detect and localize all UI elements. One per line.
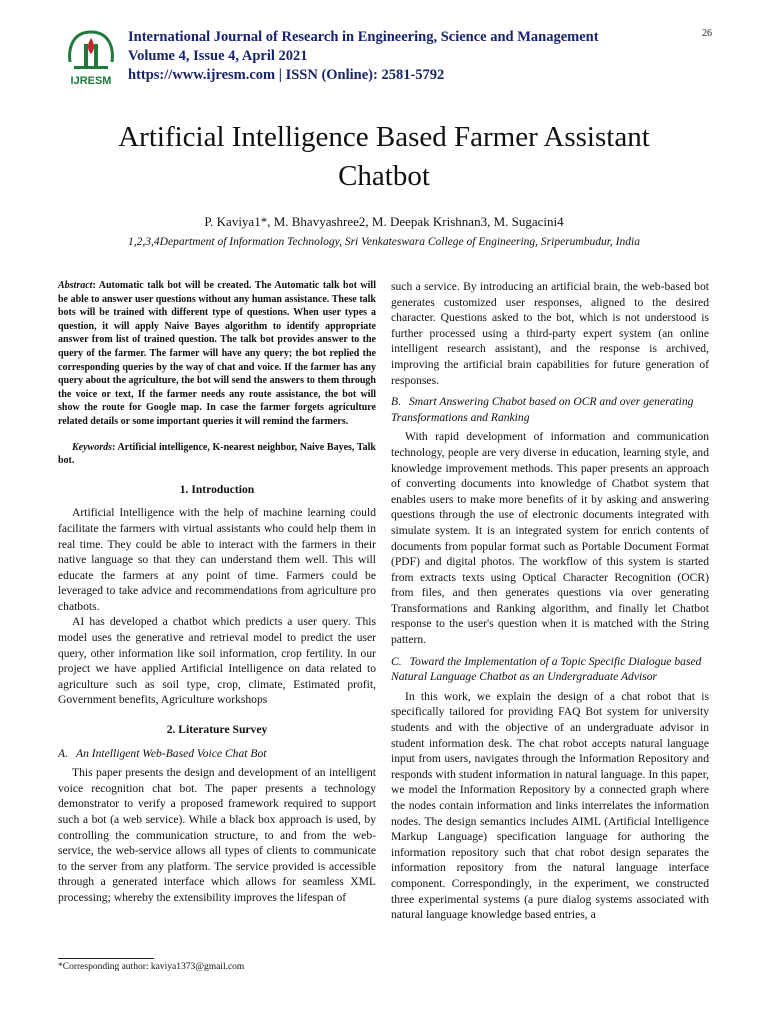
introduction-paragraph-2: AI has developed a chatbot which predicts a user query. This model uses the generative and retrieval model to predict the user query, other information like soil information, crop fertility. In our project we have applied Artificial Intelligence on data related to agriculture such as soil type, crop, climate, Estimated profit, Government benefits, Agriculture workshops — [58, 615, 376, 707]
literature-survey-heading: 2. Literature Survey — [166, 723, 268, 737]
paper-authors: P. Kaviya1*, M. Bhavyashree2, M. Deepak Krishnan3, M. Sugacini4 — [204, 214, 564, 229]
journal-volume: Volume 4, Issue 4, April 2021 — [128, 48, 308, 64]
journal-header — [60, 22, 720, 92]
right-column — [391, 279, 709, 923]
keywords-label: Keywords — [72, 441, 112, 453]
footnote-divider — [58, 958, 154, 959]
subsection-b-paragraph: With rapid development of information and communication technology, people are very diverse in education, learning style, and knowledge improvement methods. This paper presents an approach of converting documents into knowledge of Chatbot system that enables users to make more benefits of it by asking and answering questions through the use of electronic documents integrated with simulate system. It is an integrated system for enrich contents of documents from popular format such as Portable Document Format (PDF) and digital photos. The workflow of this system is started from extracts texts using Optical Character Recognition (OCR) from files, and then generates questions via over generating Transformations and Ranking algorithm, and finally let Chatbot response to the user's question when it is matched with the String pattern. — [391, 430, 709, 647]
abstract-text: : Automatic talk bot will be created. The Automatic talk bot will be able to answer user questions without any human assistance. These talk bots will be trained with different type of questions. When user types a question, it will apply Naive Bayes algorithm to identify appropriate answer from list of trained question. The talk bot provides answer to the query of the farmer. The farmer will have any query; the bot replied the corresponding queries by the way of chat and voice. If the farmer has any query about the agriculture, the bot will send the answers to them through the voice or text, If the farmer needs any route assistance, the bot will show the route for Google map. In case the farmer forgets agriculture related details or some important queries it will remind the farmers. — [58, 280, 376, 427]
subsection-a-heading: A. An Intelligent Web-Based Voice Chat Bot — [58, 746, 267, 760]
subsection-c-paragraph: In this work, we explain the design of a chat robot that is specifically tailored for providing FAQ Bot system for university students and with the objective of an undergraduate advisor in student information desk. The chat robot accepts natural language input from users, navigates through the Information Repository and responds with student information in natural language. In this paper, we model the Information Repository by a connected graph where the nodes contain information and links interrelates the information nodes. The design semantics includes AIML (Artificial Intelligence Markup Language) specification language for authoring the information repository such that chat robot design separates the information repository from the natural language interface component. Correspondingly, in the experiment, we constructed three experimental systems (a pure dialog systems associated with natural language knowledge based entries, a — [391, 689, 709, 922]
introduction-heading: 1. Introduction — [179, 482, 255, 496]
subsection-b-heading: B. Smart Answering Chabot based on OCR and over generating Transformations and Ranking — [391, 395, 694, 424]
abstract-label: Abstract — [58, 280, 93, 291]
subsection-a-continuation: such a service. By introducing an artificial brain, the web-based bot generates customized user responses, aligned to the desired character. Questions asked to the bot, which is not understood is further processed using a third-party expert system (an online intelligent research assistant), and the response is archived, improving the artificial brain capabilities for future generation of responses. — [391, 280, 709, 387]
introduction-paragraph-1: Artificial Intelligence with the help of machine learning could facilitate the farmers with virtual assistants who could help them in real time. They could be able to interact with the farmers in their native language so that they can understand them well. This will educate the farmers at any point of time. Farmers could be leveraged to take advice and recommendations from agriculture pro chatbots. — [58, 506, 376, 613]
journal-name: International Journal of Research in Engineering, Science and Management — [128, 29, 599, 45]
keywords-text: : Artificial intelligence, K-nearest neighbor, Naive Bayes, Talk bot. — [58, 441, 376, 467]
journal-website-issn: https://www.ijresm.com | ISSN (Online): 2581-5792 — [128, 67, 445, 83]
paper-title: Artificial Intelligence Based Farmer Assistant Chatbot — [118, 121, 650, 192]
left-column — [58, 279, 376, 906]
svg-text:IJRESM: IJRESM — [70, 75, 112, 87]
journal-logo — [60, 28, 122, 88]
page-number: 26 — [702, 28, 712, 39]
subsection-a-paragraph: This paper presents the design and development of an intelligent voice recognition chat bot. The paper presents a technology demonstrator to verify a proposed framework required to support such a bot (a web service). While a black box approach is used, by controlling the communication structure, to and from the web-service, the web-service allows all types of clients to communicate to the server from any platform. The service provided is accessible through a generated interface which allows for seamless XML processing; whereby the extensibility improves the lifespan of — [58, 766, 376, 904]
keywords — [58, 441, 376, 468]
corresponding-author-footnote: *Corresponding author: kaviya1373@gmail.com — [58, 962, 245, 972]
paper-affiliation: 1,2,3,4Department of Information Technology, Sri Venkateswara College of Engineering, Sriperumbudur, India — [128, 236, 640, 248]
abstract — [58, 279, 376, 429]
subsection-c-heading: C. Toward the Implementation of a Topic Specific Dialogue based Natural Language Chatbot as an Undergraduate Advisor — [391, 654, 702, 684]
